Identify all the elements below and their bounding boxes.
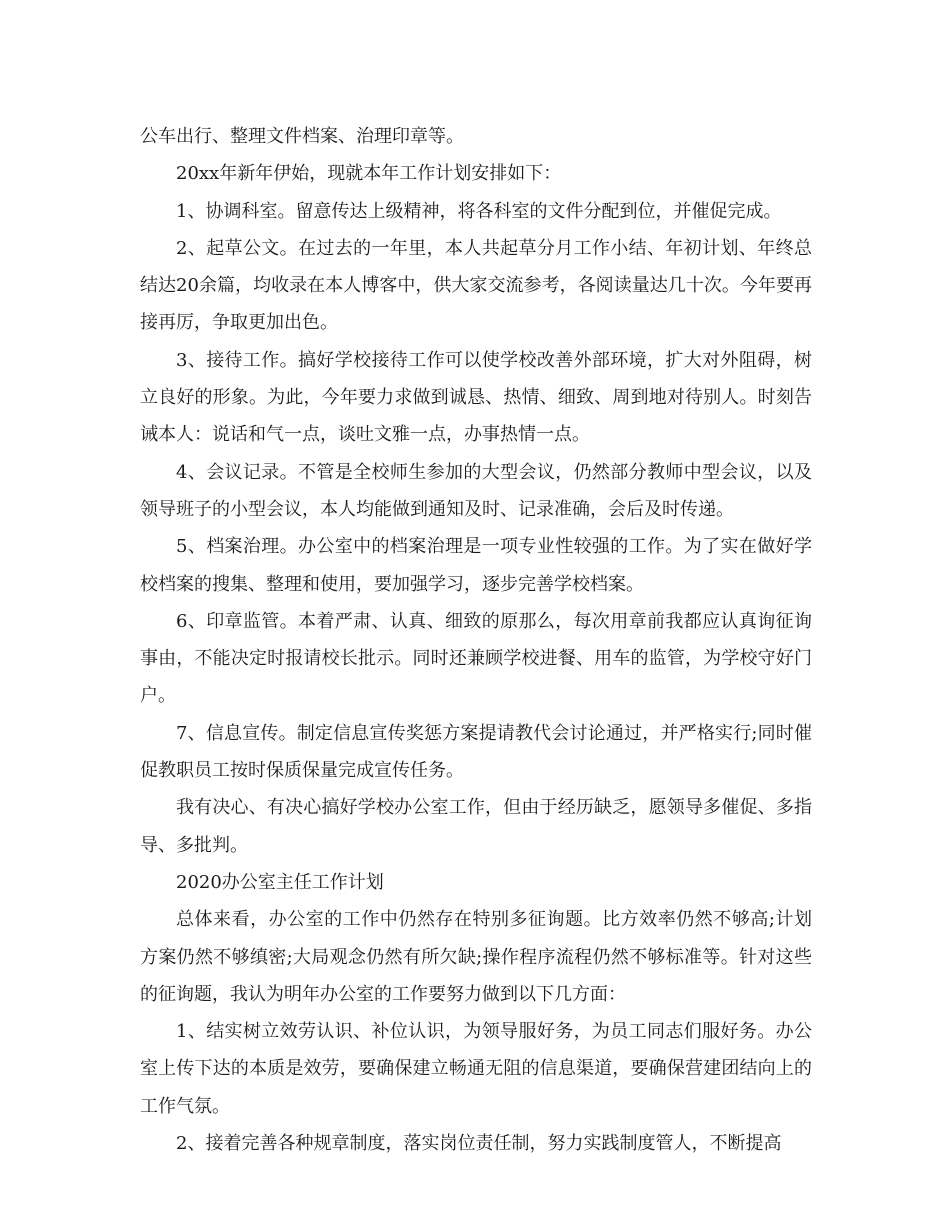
paragraph-item-5: 5、档案治理。办公室中的档案治理是一项专业性较强的工作。为了实在做好学校档案的搜集、整理和使用，要加强学习，逐步完善学校档案。: [140, 536, 812, 595]
paragraph-closing: 我有决心、有决心搞好学校办公室工作，但由于经历缺乏，愿领导多催促、多指导、多批判。: [140, 797, 812, 856]
document-body: [140, 118, 812, 1162]
paragraph-overview: 总体来看，办公室的工作中仍然存在特别多征询题。比方效率仍然不够高;计划方案仍然不够缜密;大局观念仍然有所欠缺;操作程序流程仍然不够标准等。针对这些的征询题，我认为明年办公室的工作要努力做到以下几方面：: [140, 909, 812, 1005]
paragraph-item-3: 3、接待工作。搞好学校接待工作可以使学校改善外部环境，扩大对外阻碍，树立良好的形象。为此，今年要力求做到诚恳、热情、细致、周到地对待别人。时刻告诫本人：说话和气一点，谈吐文雅一点，办事热情一点。: [140, 349, 812, 446]
paragraph-item-1: 1、协调科室。留意传达上级精神，将各科室的文件分配到位，并催促完成。: [176, 200, 782, 222]
paragraph-item-4: 4、会议记录。不管是全校师生参加的大型会议，仍然部分教师中型会议，以及领导班子的小型会议，本人均能做到通知及时、记录准确，会后及时传递。: [140, 461, 812, 520]
paragraph-item-7: 7、信息宣传。制定信息宣传奖惩方案提请教代会讨论通过，并严格实行;同时催促教职员工按时保质保量完成宣传任务。: [140, 722, 812, 782]
paragraph-item-2: 2、起草公文。在过去的一年里，本人共起草分月工作小结、年初计划、年终总结达20余篇，均收录在本人博客中，供大家交流参考，各阅读量达几十次。今年要再接再厉，争取更加出色。: [140, 237, 812, 334]
paragraph-continuation: 公车出行、整理文件档案、治理印章等。: [140, 126, 464, 147]
paragraph-plan-2: 2、接着完善各种规章制度，落实岗位责任制，努力实践制度管人，不断提高: [176, 1133, 782, 1155]
paragraph-plan-1: 1、结实树立效劳认识、补位认识，为领导服好务，为员工同志们服好务。办公室上传下达的本质是效劳，要确保建立畅通无阻的信息渠道，要确保营建团结向上的工作气氛。: [140, 1021, 812, 1117]
section-heading: 2020办公室主任工作计划: [176, 871, 384, 893]
paragraph-item-6: 6、印章监管。本着严肃、认真、细致的原那么，每次用章前我都应认真询征询事由，不能决定时报请校长批示。同时还兼顾学校进餐、用车的监管，为学校守好门户。: [140, 610, 812, 707]
paragraph-intro: 20xx年新年伊始，现就本年工作计划安排如下：: [176, 163, 562, 185]
